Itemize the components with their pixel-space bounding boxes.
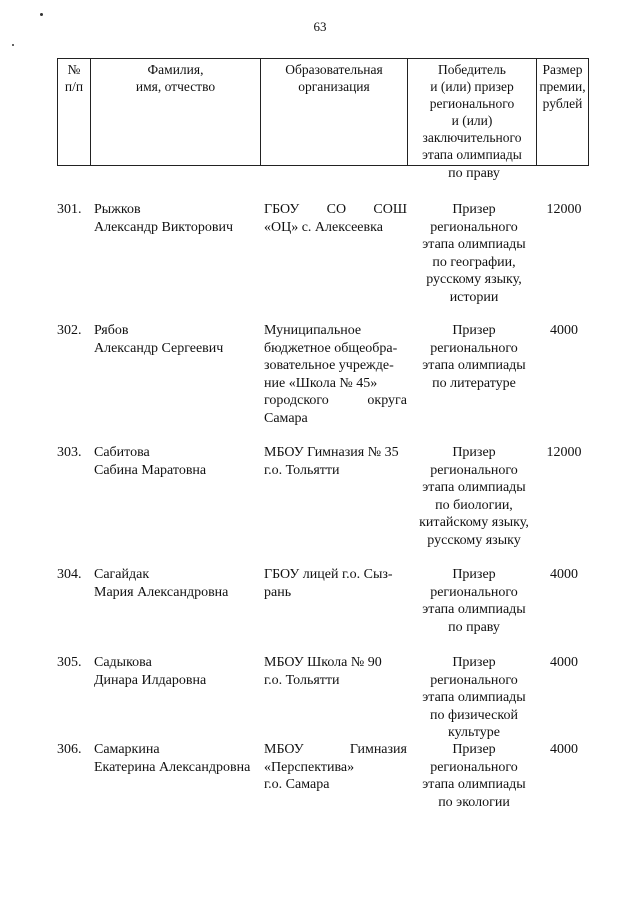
header-name <box>91 59 261 166</box>
text-line: этапа олимпиады <box>422 358 526 373</box>
laureate-name <box>94 741 254 776</box>
header-number <box>58 59 91 166</box>
scan-speck <box>12 44 14 46</box>
text-line: Рыжков <box>94 202 141 217</box>
text-line: регионального <box>430 584 518 600</box>
text-line: Самаркина <box>94 742 160 757</box>
justified-line <box>264 741 407 759</box>
text-line: Сагайдак <box>94 567 150 582</box>
text-line: этапа олимпиады <box>422 777 526 792</box>
row-number: 306. <box>57 742 82 757</box>
text-line: Александр Сергеевич <box>94 340 224 356</box>
header-line: премии, <box>539 79 586 94</box>
word: округа <box>367 393 407 408</box>
text-line: по биологии, <box>435 497 513 513</box>
header-prize <box>537 59 589 166</box>
text-line: Призер <box>452 567 496 582</box>
header-line: заключительного <box>422 130 522 145</box>
text-line: Призер <box>452 323 496 338</box>
text-line: Призер <box>452 655 496 670</box>
text-line: Призер <box>452 742 496 757</box>
laureate-name <box>94 322 254 357</box>
row-number: 303. <box>57 445 82 460</box>
organization <box>264 741 407 794</box>
award-status <box>410 566 538 636</box>
text-line: Призер <box>452 445 496 460</box>
text-line: регионального <box>430 219 518 235</box>
text-line: китайскому языку, <box>419 515 529 530</box>
text-line: г.о. Тольятти <box>264 462 340 478</box>
text-line: рань <box>264 584 292 600</box>
header-line: Размер <box>542 62 583 77</box>
word: МБОУ <box>264 742 304 757</box>
text-line: этапа олимпиады <box>422 480 526 495</box>
text-line: г.о. Тольятти <box>264 672 340 688</box>
header-line: п/п <box>64 79 84 94</box>
word: Гимназия <box>349 742 407 757</box>
text-line: МБОУ Гимназия № 35 <box>264 445 399 460</box>
header-line: Образовательная <box>285 62 383 77</box>
text-line: Садыкова <box>94 655 152 670</box>
page-number: 63 <box>313 19 327 34</box>
continued-award-text: по праву <box>448 166 500 181</box>
text-line: Александр Викторович <box>94 219 234 235</box>
prize-amount: 4000 <box>550 742 578 757</box>
header-line: и (или) <box>451 113 493 128</box>
text-line: русскому языку, <box>426 272 522 287</box>
justified-line <box>264 201 407 219</box>
text-line: Екатерина Александровна <box>94 759 251 775</box>
text-line: зовательное учрежде- <box>264 358 394 373</box>
laureate-name <box>94 444 254 479</box>
row-number: 302. <box>57 323 82 338</box>
text-line: по литературе <box>432 375 516 391</box>
word: СО <box>326 202 347 217</box>
header-award <box>408 59 537 166</box>
text-line: регионального <box>430 672 518 688</box>
header-line: имя, отчество <box>135 79 216 94</box>
organization <box>264 444 407 479</box>
award-status <box>410 741 538 811</box>
organization <box>264 566 407 601</box>
justified-line <box>264 392 407 410</box>
prize-amount: 4000 <box>550 655 578 670</box>
award-status <box>410 201 538 306</box>
header-line: этапа олимпиады <box>422 147 522 162</box>
text-line: регионального <box>430 462 518 478</box>
text-line: этапа олимпиады <box>422 690 526 705</box>
organization <box>264 654 407 689</box>
scan-speck <box>40 13 43 16</box>
header-organization <box>261 59 408 166</box>
organization <box>264 322 407 427</box>
row-number: 305. <box>57 655 82 670</box>
row-number: 304. <box>57 567 82 582</box>
text-line: по экологии <box>438 794 510 810</box>
word: городского <box>264 393 329 408</box>
prize-amount: 12000 <box>546 202 582 217</box>
text-line: Самара <box>264 410 308 426</box>
text-line: по географии, <box>432 254 516 270</box>
text-line: ГБОУ лицей г.о. Сыз- <box>264 567 393 582</box>
text-line: «ОЦ» с. Алексеевка <box>264 219 383 235</box>
prize-amount: 4000 <box>550 323 578 338</box>
text-line: Сабина Маратовна <box>94 462 207 478</box>
text-line: Рябов <box>94 323 129 338</box>
header-line: Победитель <box>438 62 506 77</box>
text-line: этапа олимпиады <box>422 602 526 617</box>
text-line: бюджетное общеобра- <box>264 340 398 356</box>
award-status <box>410 322 538 392</box>
text-line: по праву <box>448 619 500 635</box>
laureate-name <box>94 654 254 689</box>
header-line: № <box>67 62 81 77</box>
row-number: 301. <box>57 202 82 217</box>
header-line: рублей <box>542 96 583 111</box>
laureate-name <box>94 201 254 236</box>
organization <box>264 201 407 236</box>
header-line: организация <box>298 79 370 94</box>
prize-amount: 4000 <box>550 567 578 582</box>
award-status <box>410 654 538 742</box>
text-line: Муниципальное <box>264 323 362 338</box>
header-line: и (или) призер <box>430 79 514 94</box>
text-line: Сабитова <box>94 445 150 460</box>
word: ГБОУ <box>264 202 300 217</box>
text-line: г.о. Самара <box>264 777 330 792</box>
award-status <box>410 444 538 549</box>
prize-amount: 12000 <box>546 445 582 460</box>
text-line: Мария Александровна <box>94 584 229 600</box>
text-line: русскому языку <box>427 532 521 548</box>
laureate-name <box>94 566 254 601</box>
text-line: Динара Илдаровна <box>94 672 207 688</box>
text-line: культуре <box>448 725 500 740</box>
text-line: регионального <box>430 759 518 775</box>
text-line: МБОУ Школа № 90 <box>264 655 382 670</box>
header-line: Фамилия, <box>147 62 204 77</box>
text-line: истории <box>449 289 499 305</box>
text-line: Призер <box>452 202 496 217</box>
word: СОШ <box>373 202 407 217</box>
text-line: «Перспектива» <box>264 759 355 775</box>
text-line: по физической <box>430 707 518 723</box>
header-line: регионального <box>429 96 515 111</box>
table-header <box>57 58 589 166</box>
text-line: ние «Школа № 45» <box>264 375 378 391</box>
text-line: этапа олимпиады <box>422 237 526 252</box>
text-line: регионального <box>430 340 518 356</box>
